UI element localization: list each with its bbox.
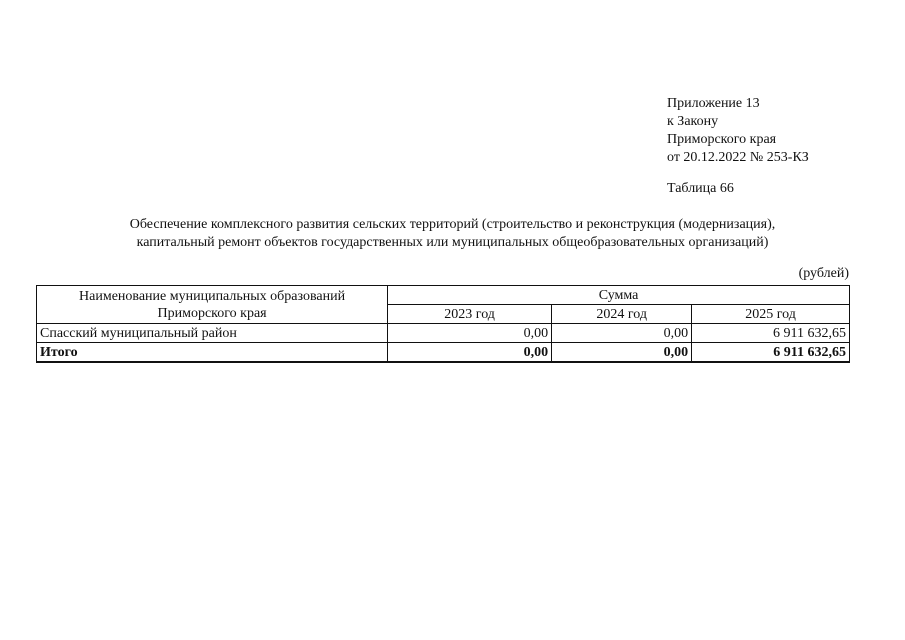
header-name-line-1: Наименование муниципальных образований [79, 288, 346, 304]
appendix-header [667, 95, 809, 167]
total-value-2023: 0,00 [388, 343, 552, 363]
total-value-2024: 0,00 [552, 343, 692, 363]
header-year-2024: 2024 год [552, 305, 692, 324]
unit-note: (рублей) [798, 266, 849, 281]
appendix-line-2: к Закону [667, 114, 719, 129]
header-name-line-2: Приморского края [157, 305, 267, 321]
header-sum: Сумма [388, 286, 850, 305]
appendix-line-3: Приморского края [667, 132, 777, 147]
document-title [40, 216, 865, 252]
header-year-2023: 2023 год [388, 305, 552, 324]
row-value-2023: 0,00 [388, 324, 552, 343]
header-municipality-name [37, 286, 388, 324]
budget-table [36, 285, 850, 363]
table-total-row [37, 343, 850, 363]
appendix-line-4: от 20.12.2022 № 253-КЗ [667, 150, 809, 165]
document-title-line-2: капитальный ремонт объектов государственных или муниципальных общеобразовательных организаций) [136, 235, 769, 250]
total-value-2025: 6 911 632,65 [692, 343, 850, 363]
row-value-2024: 0,00 [552, 324, 692, 343]
total-label: Итого [37, 343, 388, 363]
appendix-line-1: Приложение 13 [667, 96, 760, 111]
document-title-line-1: Обеспечение комплексного развития сельских территорий (строительство и реконструкция (модернизация), [129, 217, 776, 232]
table-row [37, 324, 850, 343]
row-municipality-name: Спасский муниципальный район [37, 324, 388, 343]
table-number: Таблица 66 [667, 181, 734, 196]
row-value-2025: 6 911 632,65 [692, 324, 850, 343]
table-header-row [37, 286, 850, 305]
header-year-2025: 2025 год [692, 305, 850, 324]
